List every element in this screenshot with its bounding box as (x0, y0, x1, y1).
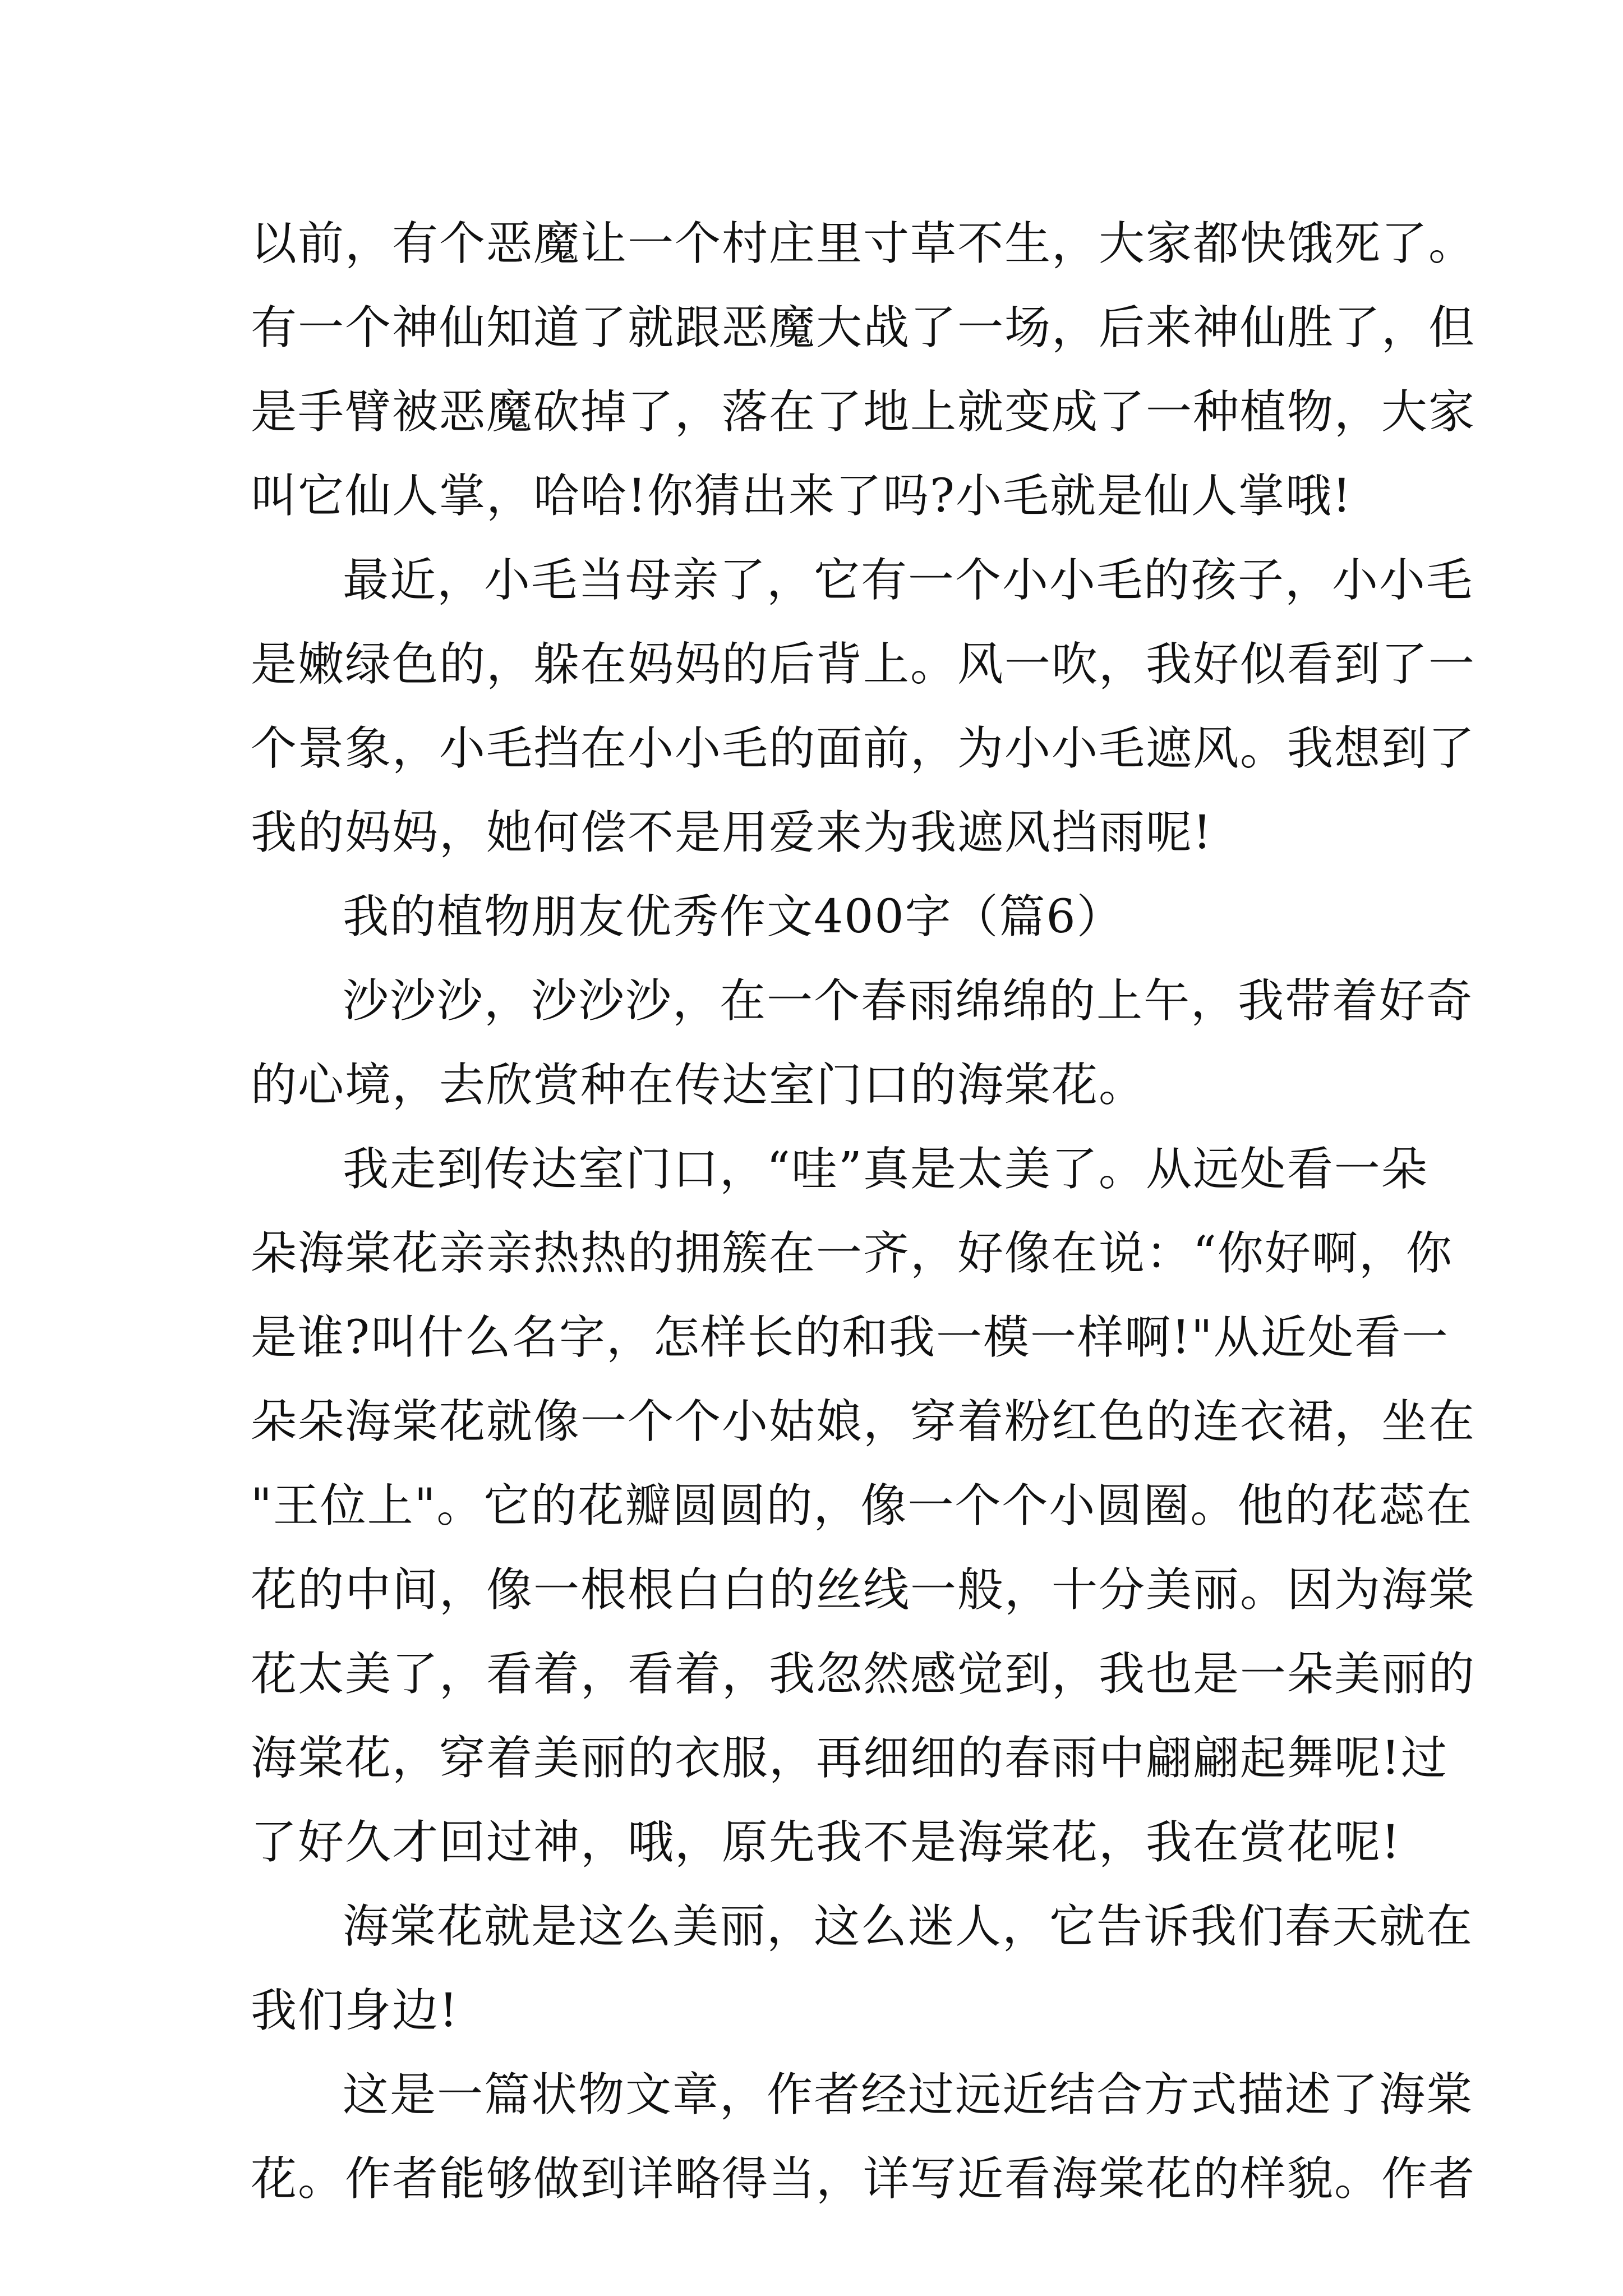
text-line: 了好久才回过神，哦，原先我不是海棠花，我在赏花呢! (251, 1816, 1401, 1869)
text-line: 有一个神仙知道了就跟恶魔大战了一场，后来神仙胜了，但 (251, 301, 1476, 355)
text-line: 我的妈妈，她何偿不是用爱来为我遮风挡雨呢! (251, 806, 1212, 859)
text-line: 是谁?叫什么名字，怎样长的和我一模一样啊!"从近处看一 (251, 1311, 1449, 1364)
text-line: 花太美了，看着，看着，我忽然感觉到，我也是一朵美丽的 (251, 1648, 1476, 1701)
paragraph-start-line: 我走到传达室门口，“哇”真是太美了。从远处看一朵 (343, 1143, 1428, 1196)
article-body (251, 202, 1476, 2221)
text-line: 花的中间，像一根根白白的丝线一般，十分美丽。因为海棠 (251, 1563, 1476, 1617)
paragraph-start-line: 这是一篇状物文章，作者经过远近结合方式描述了海棠 (343, 2068, 1474, 2122)
text-line: "王位上"。它的花瓣圆圆的，像一个个小圆圈。他的花蕊在 (251, 1479, 1473, 1533)
text-line: 的心境，去欣赏种在传达室门口的海棠花。 (251, 1059, 1146, 1112)
paragraph-start-line: 最近，小毛当母亲了，它有一个小小毛的孩子，小小毛 (343, 554, 1474, 607)
section-heading: 我的植物朋友优秀作文400字（篇6） (343, 890, 1124, 944)
text-line: 以前，有个恶魔让一个村庄里寸草不生，大家都快饿死了。 (251, 217, 1476, 270)
paragraph-start-line: 海棠花就是这么美丽，这么迷人，它告诉我们春天就在 (343, 1900, 1474, 1953)
text-line: 朵海棠花亲亲热热的拥簇在一齐，好像在说：“你好啊，你 (251, 1227, 1453, 1280)
text-line: 是嫩绿色的，躲在妈妈的后背上。风一吹，我好似看到了一 (251, 638, 1476, 691)
text-line: 叫它仙人掌，哈哈!你猜出来了吗?小毛就是仙人掌哦! (251, 470, 1352, 523)
paragraph-start-line: 沙沙沙，沙沙沙，在一个春雨绵绵的上午，我带着好奇 (343, 974, 1474, 1028)
text-line: 花。作者能够做到详略得当，详写近看海棠花的样貌。作者 (251, 2152, 1476, 2206)
text-line: 朵朵海棠花就像一个个小姑娘，穿着粉红色的连衣裙，坐在 (251, 1395, 1476, 1448)
text-line: 个景象，小毛挡在小小毛的面前，为小小毛遮风。我想到了 (251, 722, 1476, 775)
text-line: 是手臂被恶魔砍掉了，落在了地上就变成了一种植物，大家 (251, 385, 1476, 439)
text-line: 海棠花，穿着美丽的衣服，再细细的春雨中翩翩起舞呢!过 (251, 1732, 1448, 1785)
text-line: 我们身边! (251, 1984, 459, 2037)
